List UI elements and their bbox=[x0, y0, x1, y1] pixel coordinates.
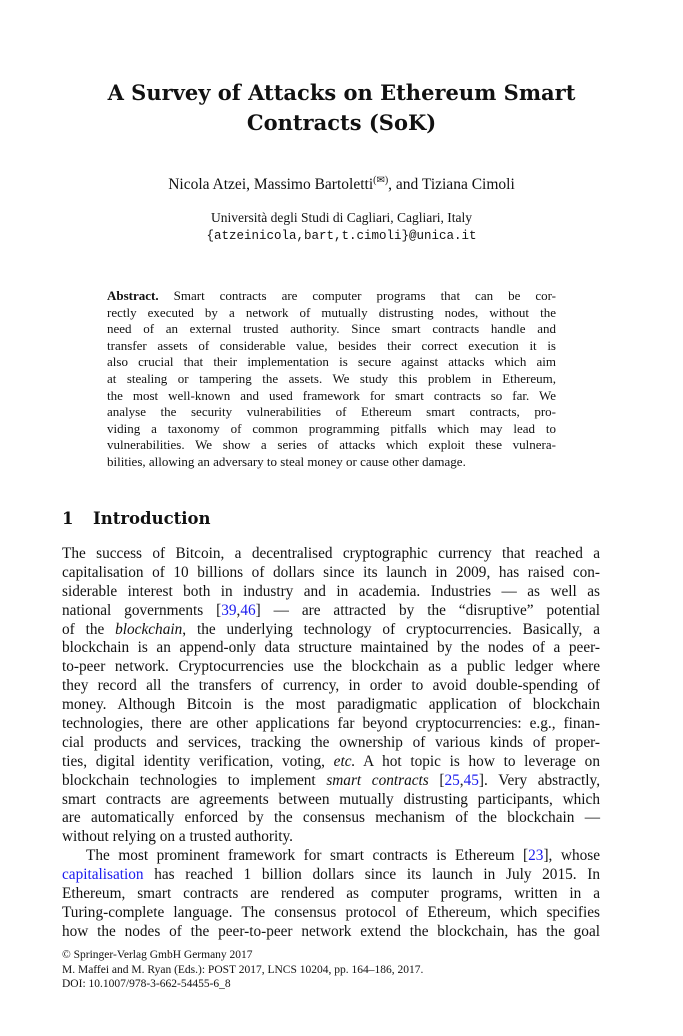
body-text-segment: , the underlying technology of cryptocurrencies. Basically, a bbox=[182, 620, 600, 638]
citation-link[interactable]: 39 bbox=[221, 601, 237, 619]
abstract-text: viding a taxonomy of common programming pitfalls which may lead to bbox=[107, 420, 556, 436]
body-text-segment: of the bbox=[62, 620, 116, 638]
abstract-line bbox=[107, 338, 556, 355]
title-line: Contracts (SoK) bbox=[246, 110, 437, 135]
body-text-segment: capitalisation of 10 billions of dollars since its launch in 2009, has raised con- bbox=[62, 563, 600, 581]
paper-title bbox=[0, 78, 683, 138]
body-text-segment: , bbox=[459, 771, 464, 789]
body-text-segment: are automatically enforced by the consensus mechanism of the blockchain — bbox=[62, 809, 600, 827]
body-text-segment: siderable interest both in industry and in academia. Industries — as well as bbox=[62, 582, 600, 600]
abstract-text: vulnerabilities. We show a series of attacks which exploit these vulnera- bbox=[107, 437, 556, 453]
body-text-segment: smart contracts are agreements between mutually distrusting participants, which bbox=[62, 790, 600, 808]
footer-line: M. Maffei and M. Ryan (Eds.): POST 2017, LNCS 10204, pp. 164–186, 2017. bbox=[62, 963, 424, 976]
authors-text: Nicola Atzei, Massimo Bartoletti bbox=[168, 176, 374, 194]
body-text-segment: ], whose bbox=[543, 847, 600, 865]
body-line bbox=[62, 658, 600, 677]
abstract-line bbox=[107, 305, 556, 322]
body-text-segment: cial products and services, tracking the ownership of various kinds of proper- bbox=[62, 733, 600, 751]
citation-link[interactable]: 45 bbox=[463, 771, 479, 789]
body-line bbox=[62, 545, 600, 564]
abstract-line bbox=[107, 321, 556, 338]
body-line bbox=[62, 734, 600, 753]
body-text-segment: The most prominent framework for smart contracts is Ethereum [ bbox=[86, 847, 529, 865]
body-line bbox=[62, 639, 600, 658]
affiliation-block bbox=[0, 208, 683, 246]
body-text-segment: how the nodes of the peer-to-peer network extend the blockchain, has the goal bbox=[62, 922, 600, 940]
abstract-line bbox=[107, 288, 556, 305]
body-text-segment: they record all the transfers of currency, in order to avoid double-spending of bbox=[62, 677, 600, 695]
body-line bbox=[62, 753, 600, 772]
body-text-segment: technologies, there are other applications far beyond cryptocurrencies: e.g., finan- bbox=[62, 715, 600, 733]
body-text-segment: The success of Bitcoin, a decentralised cryptographic currency that reached a bbox=[62, 545, 600, 562]
abstract-line bbox=[107, 404, 556, 421]
body-line bbox=[62, 791, 600, 810]
abstract-text: also crucial that their implementation is secure against attacks which aim bbox=[107, 354, 556, 370]
body-text-segment: to-peer network. Cryptocurrencies use the blockchain as a public ledger where bbox=[62, 658, 600, 676]
email-addresses: {atzeinicola,bart,t.cimoli}@unica.it bbox=[206, 229, 477, 243]
body-text-segment: , bbox=[236, 601, 241, 619]
body-text-segment: money. Although Bitcoin is the most paradigmatic application of blockchain bbox=[62, 696, 600, 714]
abstract-text: the most well-known and used framework for smart contracts so far. We bbox=[107, 387, 556, 403]
body-line bbox=[62, 677, 600, 696]
abstract bbox=[107, 288, 556, 471]
body-line bbox=[62, 847, 600, 866]
body-line bbox=[62, 564, 600, 583]
citation-link[interactable]: 46 bbox=[240, 601, 256, 619]
abstract-text: rectly executed by a network of mutually distrusting nodes, without the bbox=[107, 304, 556, 320]
section-number: 1 bbox=[62, 509, 74, 528]
body-line bbox=[62, 602, 600, 621]
body-line bbox=[62, 621, 600, 640]
emphasis-text: etc. bbox=[333, 752, 356, 770]
body-text-segment: [ bbox=[428, 771, 445, 789]
body-text-segment: blockchain technologies to implement bbox=[62, 771, 327, 789]
footer-line: DOI: 10.1007/978-3-662-54455-6_8 bbox=[62, 978, 231, 990]
body-text-segment: A hot topic is how to leverage on bbox=[355, 752, 600, 770]
body-line bbox=[62, 885, 600, 904]
citation-link[interactable]: 23 bbox=[528, 847, 544, 865]
section-title: Introduction bbox=[93, 509, 211, 528]
citation-link[interactable]: capitalisation bbox=[62, 866, 144, 884]
body-line bbox=[62, 583, 600, 602]
body-text-segment: ties, digital identity verification, voting, bbox=[62, 752, 334, 770]
abstract-line bbox=[107, 371, 556, 388]
abstract-line bbox=[107, 437, 556, 454]
abstract-text: transfer assets of considerable value, besides their correct execution it is bbox=[107, 337, 556, 353]
body-line bbox=[62, 904, 600, 923]
abstract-line bbox=[107, 354, 556, 371]
corresponding-author-mark: (✉) bbox=[373, 175, 389, 186]
author-list bbox=[0, 175, 683, 194]
title-line: A Survey of Attacks on Ethereum Smart bbox=[107, 80, 576, 105]
affiliation: Università degli Studi di Cagliari, Cagliari, Italy bbox=[211, 210, 472, 225]
abstract-text: need of an external trusted authority. Since smart contracts handle and bbox=[107, 321, 556, 337]
body-text-segment: national governments [ bbox=[62, 601, 222, 619]
body-text-segment: ] — are attracted by the “disruptive” potential bbox=[255, 601, 600, 619]
body-line bbox=[62, 866, 600, 885]
body-text-segment: Turing-complete language. The consensus protocol of Ethereum, which specifies bbox=[62, 903, 600, 921]
citation-link[interactable]: 25 bbox=[444, 771, 460, 789]
body-line bbox=[62, 696, 600, 715]
body-text-segment: without relying on a trusted authority. bbox=[62, 828, 293, 846]
body-line bbox=[62, 772, 600, 791]
abstract-text: at stealing or tampering the assets. We study this problem in Ethereum, bbox=[107, 370, 556, 386]
abstract-text: bilities, allowing an adversary to steal money or cause other damage. bbox=[107, 453, 466, 469]
section-heading bbox=[62, 508, 211, 530]
emphasis-text: smart contracts bbox=[326, 771, 429, 789]
body-line bbox=[62, 923, 600, 942]
abstract-text: analyse the security vulnerabilities of Ethereum smart contracts, pro- bbox=[107, 404, 556, 420]
emphasis-text: blockchain bbox=[115, 620, 183, 638]
abstract-label: Abstract. bbox=[107, 288, 159, 303]
body-text-segment: has reached 1 billion dollars since its launch in July 2015. In bbox=[143, 866, 600, 884]
footer-line: © Springer-Verlag GmbH Germany 2017 bbox=[62, 949, 253, 961]
body-line bbox=[62, 809, 600, 828]
body-line bbox=[62, 828, 600, 847]
abstract-line bbox=[107, 454, 556, 471]
copyright-footer bbox=[62, 948, 423, 992]
body-text-segment: blockchain is an append-only data structure maintained by the nodes of a peer- bbox=[62, 639, 600, 657]
body-line bbox=[62, 715, 600, 734]
abstract-line bbox=[107, 388, 556, 405]
authors-text: , and Tiziana Cimoli bbox=[388, 176, 515, 194]
body-text-segment: Ethereum, smart contracts are rendered as computer programs, written in a bbox=[62, 885, 600, 903]
body-text-segment: ]. Very abstractly, bbox=[478, 771, 601, 789]
body-text bbox=[62, 545, 600, 942]
abstract-line bbox=[107, 421, 556, 438]
abstract-text: Smart contracts are computer programs that can be cor- bbox=[158, 288, 556, 303]
